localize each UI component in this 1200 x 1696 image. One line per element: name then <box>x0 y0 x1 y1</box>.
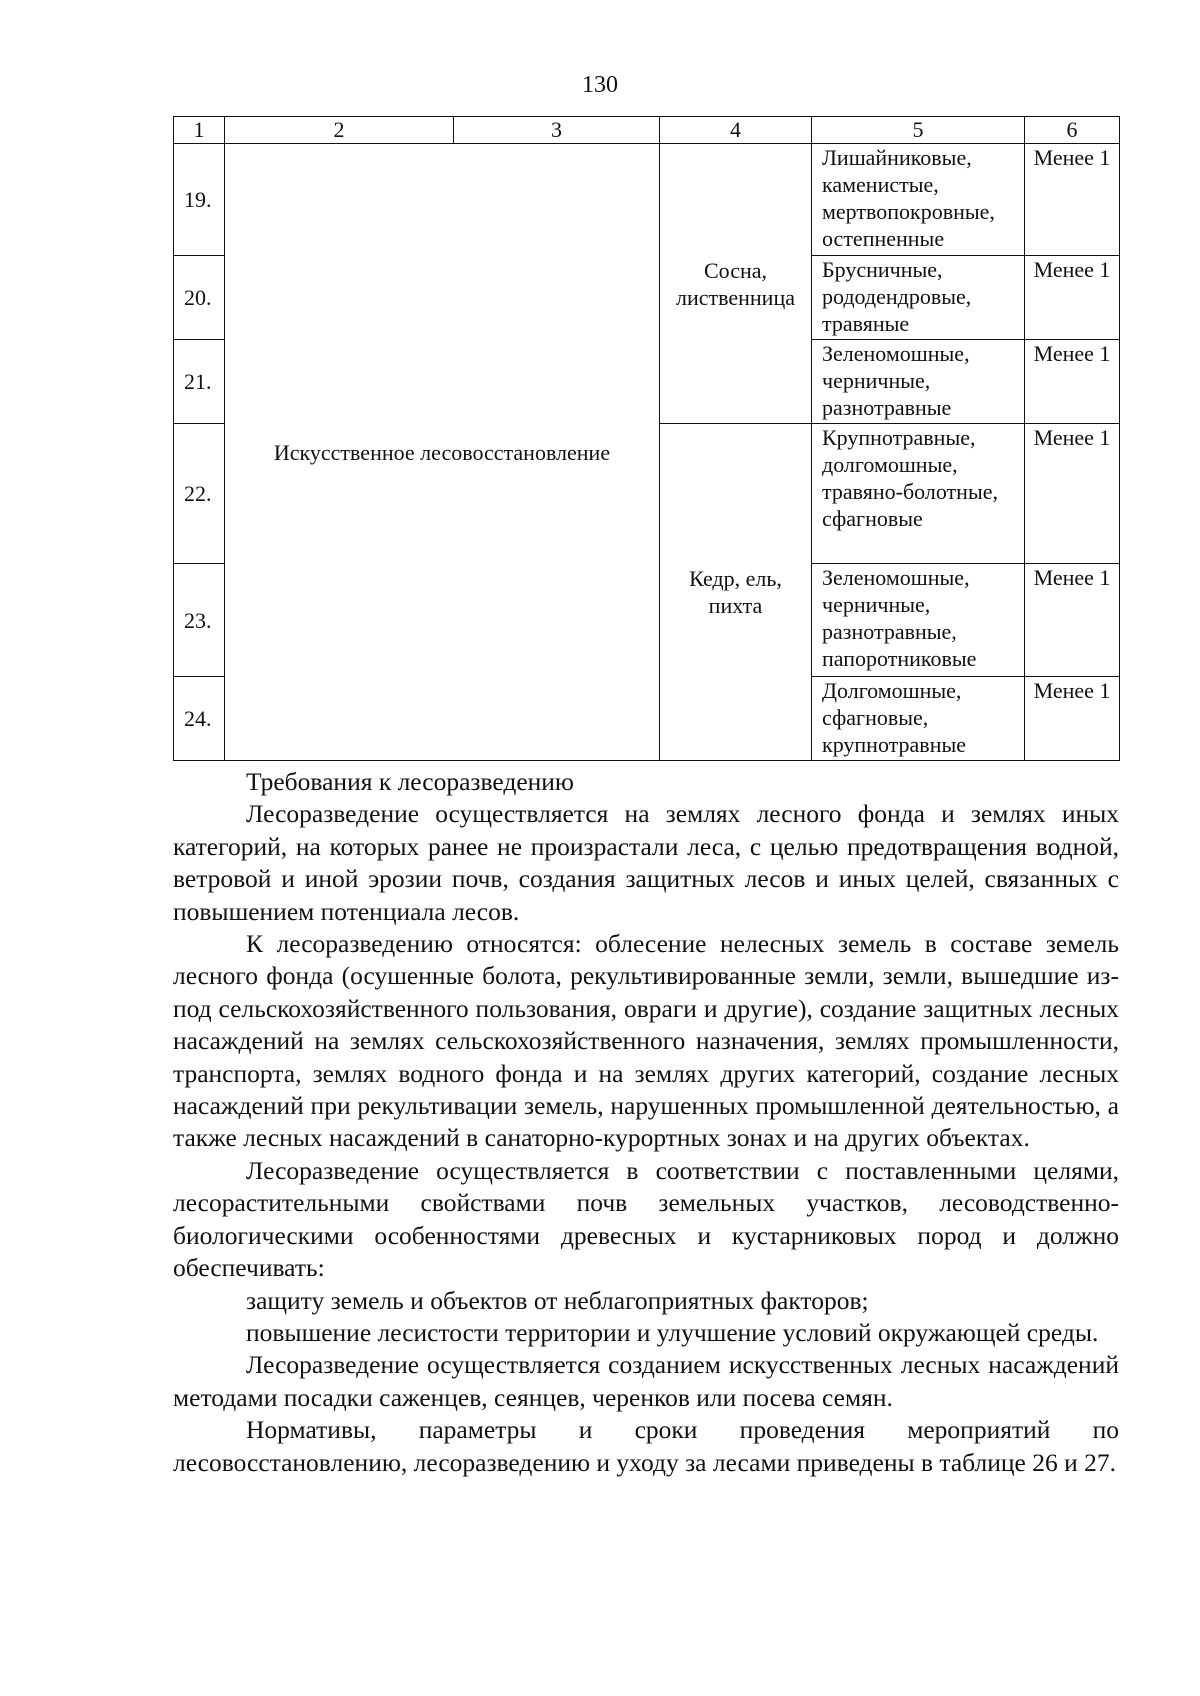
value-cell: Менее 1 <box>1025 677 1120 761</box>
column-header: 5 <box>812 117 1025 144</box>
species-cell: Кедр, ель, пихта <box>660 424 812 761</box>
row-number: 22. <box>174 424 225 564</box>
row-number: 19. <box>174 144 225 256</box>
table-header-row <box>174 117 1120 144</box>
paragraph: Лесоразведение осуществляется на землях лесного фонда и землях иных категорий, на которых ранее не произрастали леса, с целью предотвращения водной, ветровой и иной эрозии почв, создания защитных лесов и иных целей, связанных с повышением потенциала лесов. <box>173 799 1119 926</box>
paragraph: повышение лесистости территории и улучшение условий окружающей среды. <box>246 1317 1099 1347</box>
section-heading: Требования к лесоразведению <box>246 767 574 796</box>
forest-type-cell: Зеленомошные, черничные, разнотравные <box>812 340 1025 424</box>
method-cell: Искусственное лесовосстановление <box>225 144 660 761</box>
value-cell: Менее 1 <box>1025 340 1120 424</box>
paragraph: Лесоразведение осуществляется созданием искусственных лесных насаждений методами посадки саженцев, сеянцев, черенков или посева семян. <box>173 1350 1119 1412</box>
row-number: 21. <box>174 340 225 424</box>
forest-type-cell: Лишайниковые, каменистые, мертвопокровные, остепненные <box>812 144 1025 256</box>
column-header: 2 <box>225 117 454 144</box>
value-cell: Менее 1 <box>1025 144 1120 256</box>
column-header: 4 <box>660 117 812 144</box>
species-cell: Сосна, лиственница <box>660 144 812 424</box>
forest-type-cell: Крупнотравные, долгомошные, травяно-болотные, сфагновые <box>812 424 1025 564</box>
body-text <box>173 766 1119 1479</box>
row-number: 24. <box>174 677 225 761</box>
value-cell: Менее 1 <box>1025 256 1120 340</box>
value-cell: Менее 1 <box>1025 564 1120 677</box>
forest-type-cell: Зеленомошные, черничные, разнотравные, папоротниковые <box>812 564 1025 677</box>
table-row <box>174 144 1120 256</box>
row-number: 20. <box>174 256 225 340</box>
page-number: 130 <box>582 72 618 98</box>
paragraph: Лесоразведение осуществляется в соответствии с поставленными целями, лесорастительными свойствами почв земельных участков, лесоводственно-биологическими особенностями древесных и кустарниковых пород и должно обеспечивать: <box>173 1155 1119 1283</box>
norms-table <box>173 116 1120 761</box>
paragraph: К лесоразведению относятся: облесение нелесных земель в составе земель лесного фонда (осушенные болота, рекультивированные земли, земли, вышедшие из-под сельскохозяйственного пользования, овраги и другие), создание защитных лесных насаждений на землях сельскохозяйственного назначения, землях промышленности, транспорта, землях водного фонда и на землях других категорий, создание лесных насаждений при рекультивации земель, нарушенных промышленной деятельностью, а также лесных насаждений в санаторно-курортных зонах и на других объектах. <box>173 929 1119 1153</box>
paragraph: защиту земель и объектов от неблагоприятных факторов; <box>246 1285 869 1315</box>
row-number: 23. <box>174 564 225 677</box>
column-header: 6 <box>1025 117 1120 144</box>
forest-type-cell: Долгомошные, сфагновые, крупнотравные <box>812 677 1025 761</box>
paragraph: Нормативы, параметры и сроки проведения мероприятий по лесовосстановлению, лесоразведению и уходу за лесами приведены в таблице 26 и 27. <box>173 1415 1119 1477</box>
column-header: 3 <box>454 117 660 144</box>
forest-type-cell: Брусничные, рододендровые, травяные <box>812 256 1025 340</box>
column-header: 1 <box>174 117 225 144</box>
value-cell: Менее 1 <box>1025 424 1120 564</box>
